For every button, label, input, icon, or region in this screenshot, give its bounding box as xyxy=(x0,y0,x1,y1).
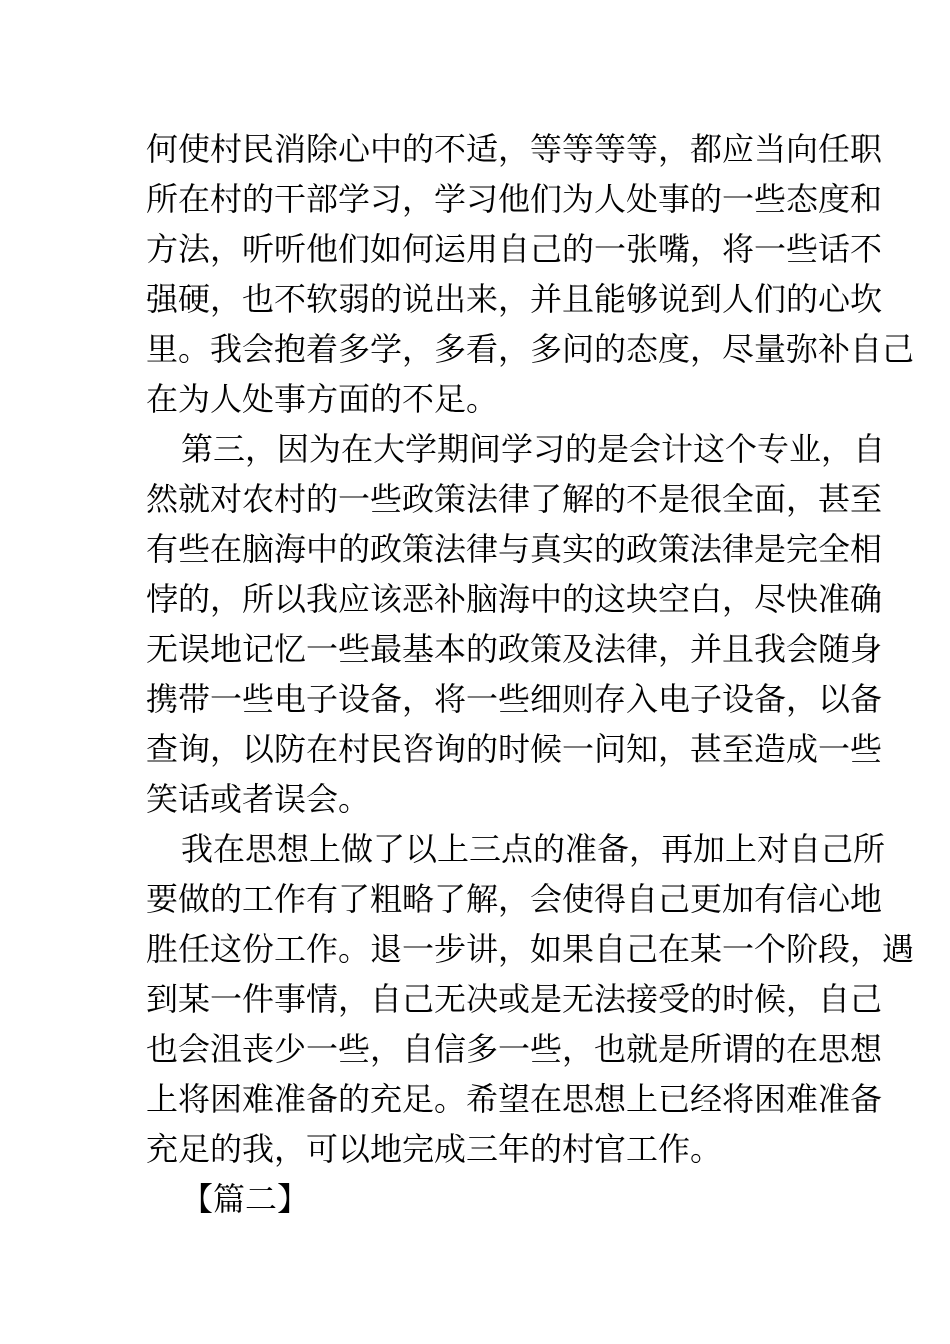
paragraph-line: 所在村的干部学习，学习他们为人处事的一些态度和 xyxy=(146,180,883,218)
paragraph-line: 上将困难准备的充足。希望在思想上已经将困难准备 xyxy=(146,1080,883,1118)
paragraph-line: 里。我会抱着多学，多看，多问的态度，尽量弥补自己 xyxy=(146,330,915,368)
paragraph-line: 要做的工作有了粗略了解，会使得自己更加有信心地 xyxy=(146,880,883,918)
paragraph-line: 查询，以防在村民咨询的时候一问知，甚至造成一些 xyxy=(146,730,883,768)
paragraph-line: 悖的，所以我应该恶补脑海中的这块空白，尽快准确 xyxy=(146,580,883,618)
paragraph-line: 有些在脑海中的政策法律与真实的政策法律是完全相 xyxy=(146,530,883,568)
paragraph-line: 到某一件事情，自己无决或是无法接受的时候，自己 xyxy=(146,980,883,1018)
paragraph-line: 充足的我，可以地完成三年的村官工作。 xyxy=(146,1130,723,1168)
paragraph-line: 方法，听听他们如何运用自己的一张嘴，将一些话不 xyxy=(146,230,883,268)
paragraph-line: 我在思想上做了以上三点的准备，再加上对自己所 xyxy=(181,830,886,868)
section-heading: 【篇二】 xyxy=(181,1180,310,1218)
paragraph-line: 胜任这份工作。退一步讲，如果自己在某一个阶段，遇 xyxy=(146,930,915,968)
paragraph-line: 第三，因为在大学期间学习的是会计这个专业，自 xyxy=(181,430,886,468)
paragraph-line: 携带一些电子设备，将一些细则存入电子设备，以备 xyxy=(146,680,883,718)
paragraph-line: 强硬，也不软弱的说出来，并且能够说到人们的心坎 xyxy=(146,280,883,318)
paragraph-line: 也会沮丧少一些，自信多一些，也就是所谓的在思想 xyxy=(146,1030,883,1068)
paragraph-line: 然就对农村的一些政策法律了解的不是很全面，甚至 xyxy=(146,480,883,518)
paragraph-line: 在为人处事方面的不足。 xyxy=(146,380,499,418)
paragraph-line: 无误地记忆一些最基本的政策及法律，并且我会随身 xyxy=(146,630,883,668)
paragraph-line: 笑话或者误会。 xyxy=(146,780,371,818)
paragraph-line: 何使村民消除心中的不适，等等等等，都应当向任职 xyxy=(146,130,883,168)
